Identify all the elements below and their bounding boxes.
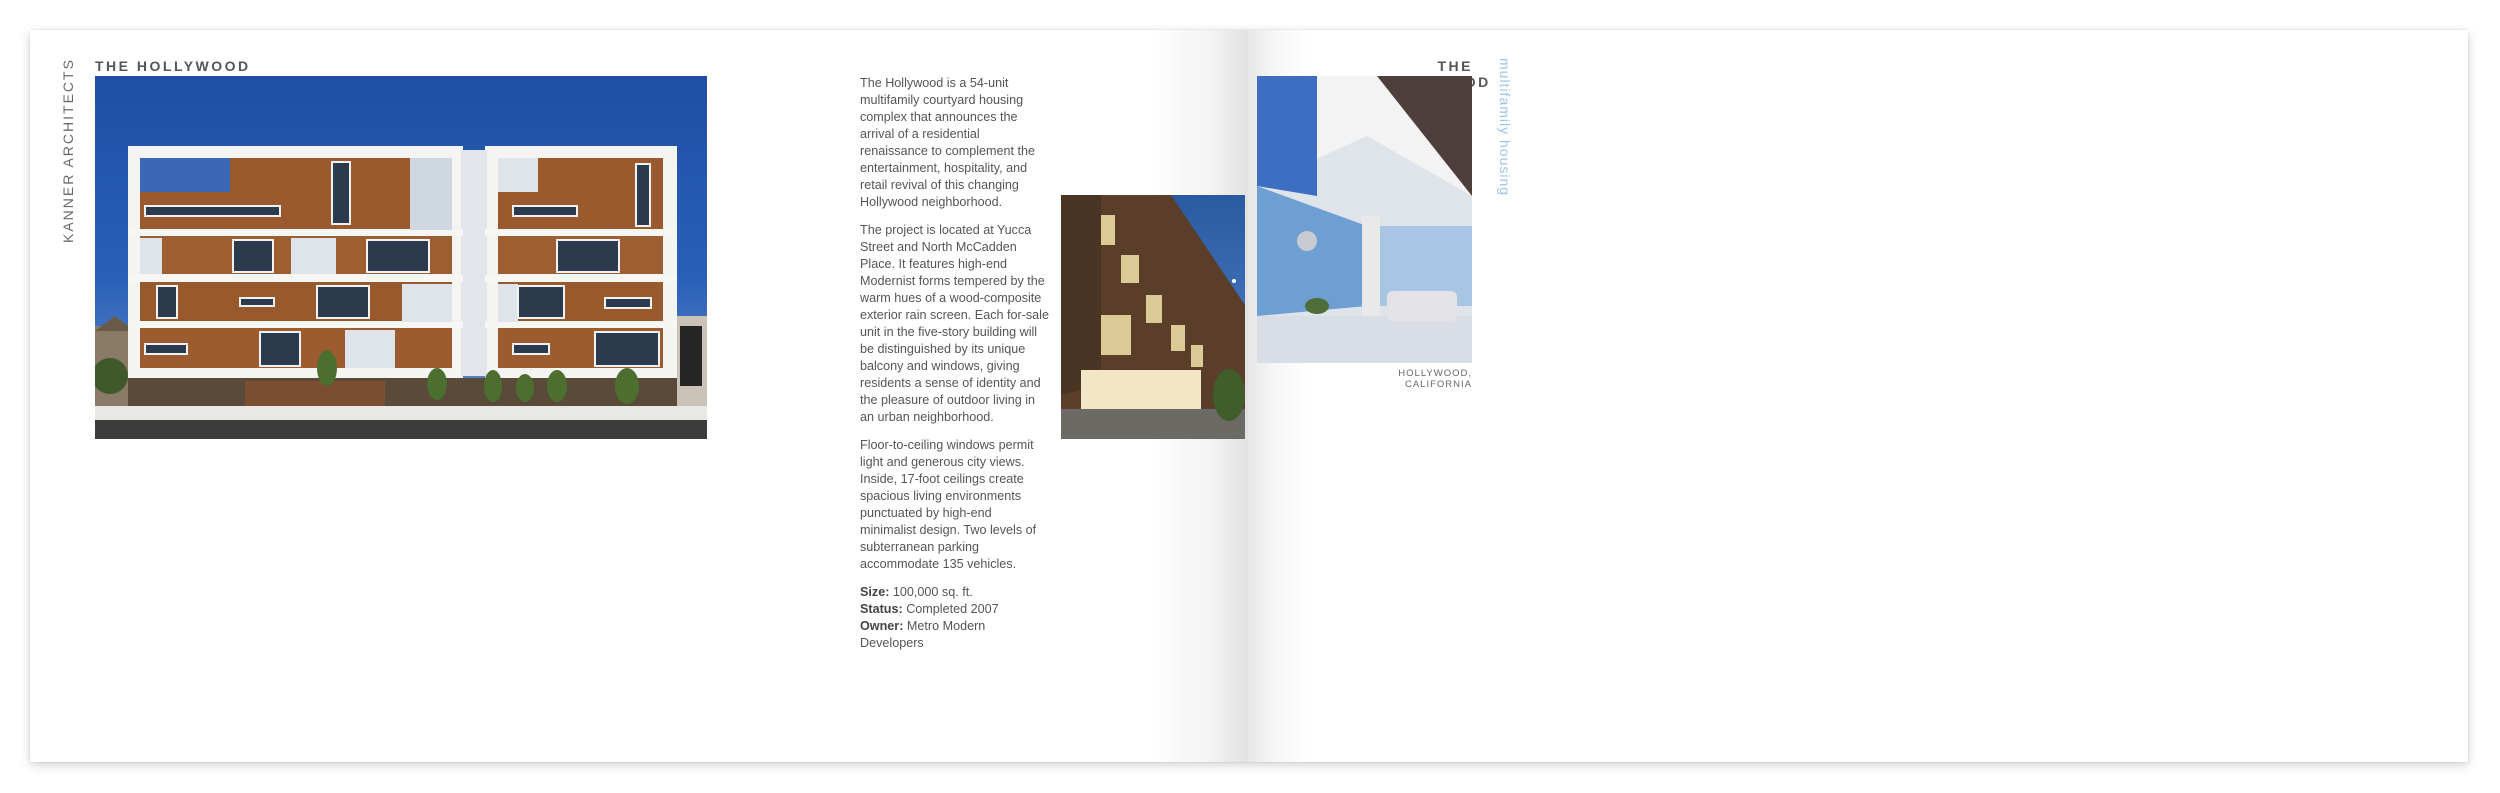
description-paragraph: The project is located at Yucca Street and North McCadden Place. It features high-end Modernist forms tempered by the warm hues of a wood-composite exterior rain screen. Each for-sale unit in the five-story building will be distinguished by its unique balcony and windows, giving residents a sense of identity and the pleasure of outdoor living in an urban neighborhood. bbox=[860, 223, 1049, 424]
night-illustration bbox=[1061, 195, 1245, 439]
building-exterior-photo bbox=[95, 76, 707, 439]
photo-caption: HOLLYWOOD, CALIFORNIA bbox=[1398, 368, 1472, 390]
right-page-title: THE bbox=[1437, 58, 1473, 74]
building-night-photo bbox=[1061, 195, 1245, 439]
fact-size: Size: 100,000 sq. ft. bbox=[860, 585, 973, 599]
project-description bbox=[860, 75, 1050, 652]
fact-owner: Owner: Metro Modern Developers bbox=[860, 619, 986, 650]
left-page-title: THE HOLLYWOOD bbox=[95, 58, 251, 74]
interior-lobby-photo bbox=[1257, 76, 1472, 363]
firm-name-label: KANNER ARCHITECTS bbox=[60, 58, 76, 243]
description-paragraph: The Hollywood is a 54-unit multifamily courtyard housing complex that announces the arrival of a residential renaissance to complement the entertainment, hospitality, and retail revival of this changing Hollywood neighborhood. bbox=[860, 76, 1036, 209]
interior-illustration bbox=[1257, 76, 1472, 363]
description-paragraph: Floor-to-ceiling windows permit light and generous city views. Inside, 17-foot ceilings create spacious living environments punctuated by high-end minimalist design. Two levels of subterranean parking accommodate 135 vehicles. bbox=[860, 438, 1037, 571]
project-facts bbox=[860, 584, 1050, 652]
fact-status: Status: Completed 2007 bbox=[860, 602, 999, 616]
category-label: multifamily housing bbox=[1497, 58, 1513, 197]
building-illustration bbox=[95, 76, 707, 439]
